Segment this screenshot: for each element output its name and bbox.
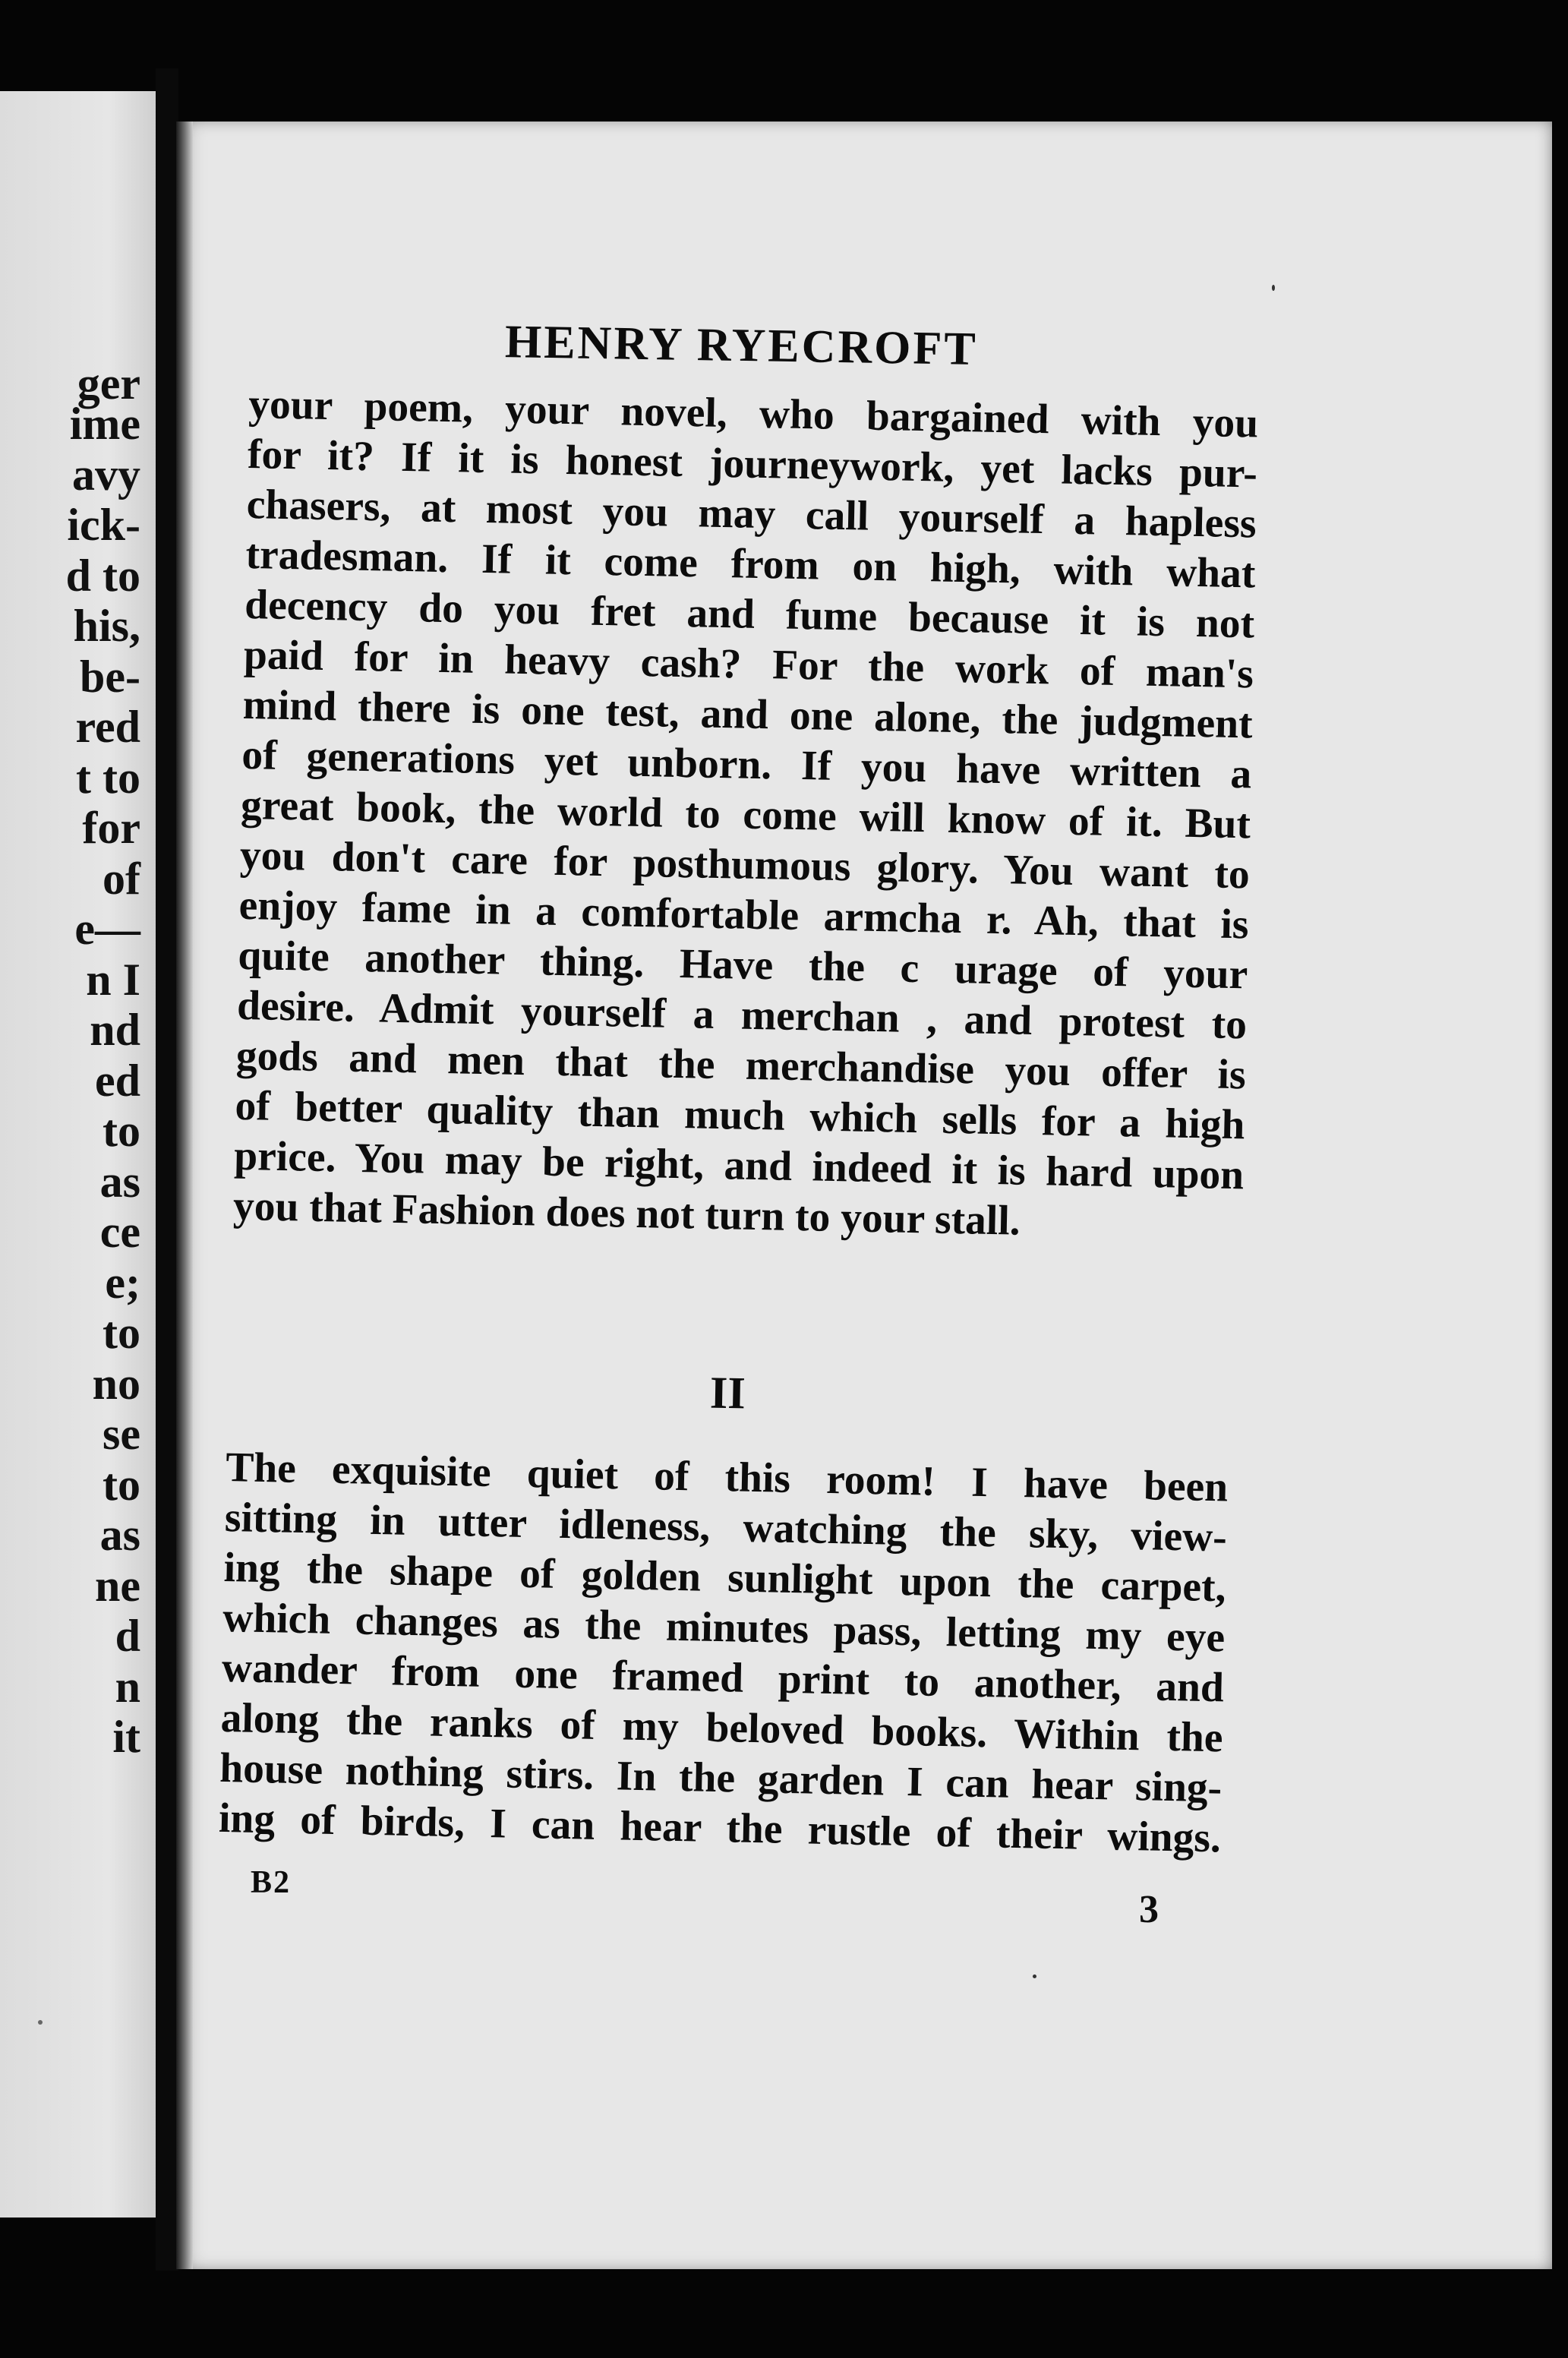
text-line: mind there is one test, and one alone, the judgment	[242, 681, 1254, 748]
left-page-fragment: ce	[99, 1207, 140, 1257]
text-line: price. You may be right, and indeed it is hard upon	[233, 1132, 1245, 1199]
left-page-fragment: e;	[105, 1257, 140, 1308]
book-gutter	[156, 68, 178, 2271]
paragraph-2	[218, 1443, 1228, 1864]
left-page-fragment: ick-	[67, 500, 140, 550]
left-page-fragment: red	[75, 702, 140, 752]
dust-speck	[1272, 285, 1275, 291]
left-page-fragment: to	[103, 1106, 140, 1156]
left-page-fragment: d to	[65, 550, 140, 601]
left-page-fragment: n I	[86, 954, 140, 1005]
text-line: ing the shape of golden sunlight upon the carpet,	[223, 1544, 1227, 1611]
left-page-fragment: no	[92, 1358, 140, 1409]
left-page-fragment: as	[99, 1510, 140, 1560]
left-page-fragment: e—	[74, 904, 140, 954]
text-line: house nothing stirs. In the garden I can hear sing-	[219, 1744, 1223, 1812]
text-line: great book, the world to come will know of it. But	[240, 781, 1251, 848]
left-page-fragment: to	[103, 1459, 140, 1510]
text-line: gods and men that the merchandise you offer is	[235, 1032, 1247, 1099]
left-page-fragment: his,	[73, 601, 140, 651]
left-page-fragment: to	[103, 1308, 140, 1358]
left-page-fragment: as	[99, 1156, 140, 1207]
left-page-fragment: avy	[72, 449, 140, 500]
left-page-fragment: it	[112, 1712, 140, 1762]
text-line: quite another thing. Have the c urage of your	[237, 932, 1248, 999]
text-line: chasers, at most you may call yourself a hapless	[246, 481, 1257, 548]
dust-speck	[1033, 1974, 1036, 1978]
left-page-fragment: nd	[90, 1005, 140, 1055]
text-line: sitting in utter idleness, watching the sky, view-	[224, 1494, 1228, 1561]
left-page-fragment: of	[103, 853, 140, 904]
paragraph-1	[232, 380, 1258, 1251]
text-line: wander from one framed print to another, and	[221, 1644, 1225, 1712]
text-line: enjoy fame in a comfortable armcha r. Ah, that is	[238, 882, 1250, 949]
left-page-sliver	[0, 91, 156, 2218]
page-edge-shadow	[176, 122, 193, 2269]
section-number: II	[709, 1367, 746, 1419]
text-line: paid for in heavy cash? For the work of man's	[243, 631, 1254, 698]
left-page-fragment: for	[82, 803, 140, 853]
left-page-fragment: d	[115, 1611, 140, 1661]
text-line: which changes as the minutes pass, letting my eye	[222, 1594, 1226, 1662]
running-head: HENRY RYECROFT	[504, 316, 979, 375]
left-page-fragment: ger	[77, 358, 140, 409]
left-page-fragment: n	[115, 1661, 140, 1712]
text-line: along the ranks of my beloved books. Within the	[220, 1694, 1224, 1762]
text-line: ing of birds, I can hear the rustle of their wings.	[218, 1795, 1222, 1862]
signature-mark: B2	[251, 1865, 292, 1900]
left-page-fragment: t to	[76, 752, 140, 803]
left-page-fragment: be-	[80, 651, 140, 702]
text-line: of better quality than much which sells for a high	[235, 1082, 1245, 1149]
left-page-fragment: ed	[95, 1055, 140, 1106]
dust-speck	[38, 2020, 43, 2025]
text-line: you that Fashion does not turn to your stall.	[232, 1182, 1021, 1245]
text-line: tradesman. If it come from on high, with what	[245, 531, 1256, 598]
text-line: of generations yet unborn. If you have written a	[241, 731, 1252, 798]
left-page-fragment: ne	[95, 1560, 140, 1611]
left-page-fragment: ime	[69, 399, 140, 449]
text-line: desire. Admit yourself a merchan , and protest to	[236, 982, 1248, 1049]
text-line: for it? If it is honest journeywork, yet lacks pur-	[247, 431, 1258, 497]
page-number: 3	[1139, 1888, 1159, 1931]
left-page-fragment: se	[103, 1409, 140, 1459]
text-line: you don't care for posthumous glory. You want to	[239, 832, 1251, 898]
text-line: decency do you fret and fume because it is not	[244, 581, 1255, 648]
text-line: your poem, your novel, who bargained with you	[248, 380, 1259, 447]
text-line: The exquisite quiet of this room! I have been	[225, 1444, 1229, 1511]
